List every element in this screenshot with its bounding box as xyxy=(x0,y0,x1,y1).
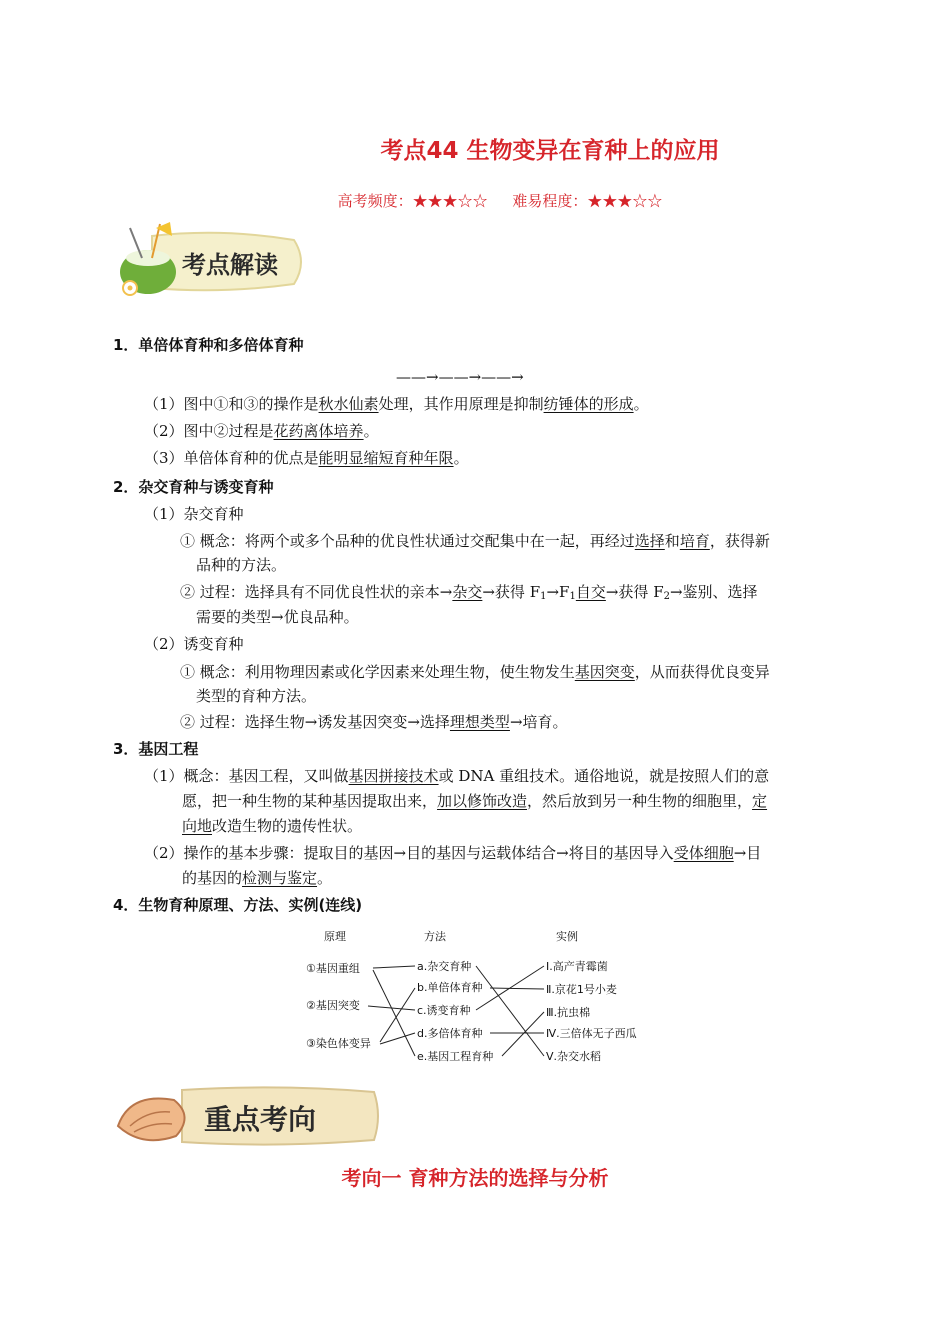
s2-hybrid-concept-cont: 品种的方法。 xyxy=(196,556,287,574)
s3-concept-line3: 向地改造生物的遗传性状。 xyxy=(182,817,363,835)
s1-item3: （3）单倍体育种的优点是能明显缩短育种年限。 xyxy=(144,449,469,467)
principle-mutation: ②基因突变 xyxy=(306,999,360,1012)
example-wheat: Ⅱ.京花1号小麦 xyxy=(546,983,617,996)
s2-hybrid-concept: ① 概念：将两个或多个品种的优良性状通过交配集中在一起，再经过选择和培育，获得新 xyxy=(180,532,770,550)
method-genetic-engineering: e.基因工程育种 xyxy=(417,1050,494,1063)
frequency-rating: 高考频度：★★★☆☆ xyxy=(337,192,488,210)
principle-chromosome: ③染色体变异 xyxy=(306,1037,371,1050)
link-recombination-hybrid xyxy=(373,966,415,968)
link-induced-penicillium xyxy=(476,966,544,1010)
example-cotton: Ⅲ.抗虫棉 xyxy=(546,1006,591,1019)
section-title: 考向一 育种方法的选择与分析 xyxy=(341,1166,609,1190)
s2-hybrid-process-cont: 需要的类型→优良品种。 xyxy=(196,608,359,626)
method-hybrid: a.杂交育种 xyxy=(417,960,472,973)
s2-mutation-concept-cont: 类型的育种方法。 xyxy=(196,687,317,705)
example-watermelon: Ⅳ.三倍体无子西瓜 xyxy=(546,1027,637,1040)
link-mutation-induced xyxy=(368,1006,415,1010)
s2-mutation-process: ② 过程：选择生物→诱发基因突变→选择理想类型→培育。 xyxy=(180,713,568,731)
link-haploid-wheat xyxy=(490,988,544,989)
banner1-text: 考点解读 xyxy=(182,251,278,279)
s3-steps-line2: 的基因的检测与鉴定。 xyxy=(182,869,333,887)
s4-heading: 4．生物育种原理、方法、实例(连线) xyxy=(113,896,363,914)
s2-mutation-title: （2）诱变育种 xyxy=(144,635,244,653)
method-mutation: c.诱变育种 xyxy=(417,1004,471,1017)
s3-heading: 3．基因工程 xyxy=(113,740,199,758)
link-hybrid-rice xyxy=(476,966,544,1056)
page-title: 考点44 生物变异在育种上的应用 xyxy=(380,138,720,164)
shell-icon xyxy=(118,1098,185,1140)
method-polyploid: d.多倍体育种 xyxy=(417,1027,483,1040)
banner-zhongdiankaoxiang xyxy=(112,1082,382,1152)
s1-item1: （1）图中①和③的操作是秋水仙素处理，其作用原理是抑制纺锤体的形成。 xyxy=(144,395,649,413)
s2-hybrid-process: ② 过程：选择具有不同优良性状的亲本→杂交→获得 $F_1\to F_1$自交→获得 $F_2\to$鉴别、选择 xyxy=(180,583,758,602)
method-haploid: b.单倍体育种 xyxy=(417,981,483,994)
s1-heading: 1．单倍体育种和多倍体育种 xyxy=(113,336,304,354)
s2-mutation-concept: ① 概念：利用物理因素或化学因素来处理生物，使生物发生基因突变，从而获得优良变异 xyxy=(180,663,770,681)
difficulty-line xyxy=(0,190,950,211)
s2-heading: 2．杂交育种与诱变育种 xyxy=(113,478,274,496)
matching-diagram xyxy=(300,922,660,1072)
diagram-header-method: 方法 xyxy=(424,930,446,943)
diagram-header-example: 实例 xyxy=(556,930,578,943)
banner-kaodianjiedu xyxy=(112,222,312,302)
diagram-header-principle: 原理 xyxy=(324,930,346,943)
difficulty-rating: 难易程度：★★★☆☆ xyxy=(512,192,663,210)
example-penicillium: Ⅰ.高产青霉菌 xyxy=(546,960,608,973)
s2-hybrid-title: （1）杂交育种 xyxy=(144,505,244,523)
s1-item2: （2）图中②过程是花药离体培养。 xyxy=(144,422,379,440)
s3-concept-line2: 愿，把一种生物的某种基因提取出来，加以修饰改造，然后放到另一种生物的细胞里，定 xyxy=(182,792,768,810)
banner2-text: 重点考向 xyxy=(204,1103,317,1136)
example-rice: Ⅴ.杂交水稻 xyxy=(546,1050,602,1063)
s3-steps-line1: （2）操作的基本步骤：提取目的基因→目的基因与运载体结合→将目的基因导入受体细胞→目 xyxy=(144,844,762,862)
s1-arrows: ——→——→——→ xyxy=(396,368,524,386)
s3-concept-line1: （1）概念：基因工程，又叫做基因拼接技术或 DNA 重组技术。通俗地说，就是按照人们的意 xyxy=(144,767,770,785)
link-recombination-genetic xyxy=(373,970,415,1056)
principle-recombination: ①基因重组 xyxy=(306,962,360,975)
link-genetic-cotton xyxy=(502,1012,544,1056)
